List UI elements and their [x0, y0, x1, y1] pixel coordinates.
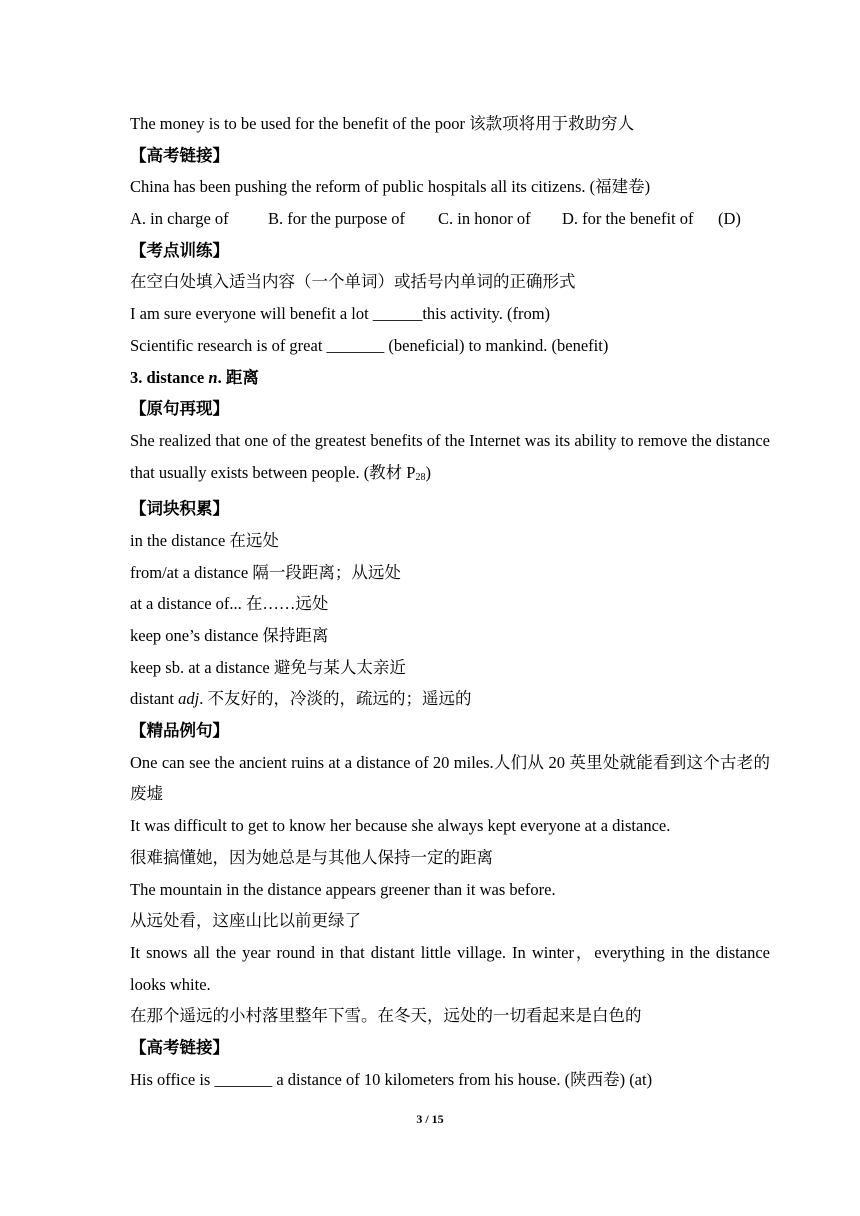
vocab-number: 3. distance — [130, 367, 209, 387]
answer-key: (D) — [718, 209, 741, 229]
option-c: C. in honor of — [438, 209, 531, 229]
section-heading-gaokao-link: 【高考链接】 — [130, 145, 229, 165]
answer-options — [130, 203, 770, 235]
section-heading-examples: 【精品例句】 — [130, 721, 229, 741]
original-sentence-end: ) — [425, 462, 431, 482]
part-of-speech: adj — [178, 689, 200, 709]
example-translation: 在那个遥远的小村落里整年下雪。在冬天，远处的一切看起来是白色的 — [130, 1006, 642, 1026]
exam-question: China has been pushing the reform of public hospitals all its citizens. (福建卷) — [130, 177, 651, 197]
section-heading-original-sentence: 【原句再现】 — [130, 399, 229, 419]
example-sentence: The money is to be used for the benefit of the poor 该款项将用于救助穷人 — [130, 114, 635, 133]
phrase-item: in the distance 在远处 — [130, 530, 279, 550]
section-heading-practice: 【考点训练】 — [130, 240, 229, 260]
practice-item-2: Scientific research is of great _______ (beneficial) to mankind. (benefit) — [130, 335, 609, 355]
page-content — [130, 108, 770, 1095]
example-sentence: It was difficult to get to know her because she always kept everyone at a distance. — [130, 816, 671, 836]
original-sentence-text: She realized that one of the greatest benefits of the Internet was its ability to remove the distance that usually exists between people. (教材 P — [130, 430, 770, 482]
example-sentence: It snows all the year round in that distant little village. In winter，everything in the distance looks white. — [130, 942, 770, 994]
phrase-item — [130, 683, 770, 715]
option-b: B. for the purpose of — [268, 209, 406, 229]
example-sentence: The mountain in the distance appears greener than it was before. — [130, 879, 556, 899]
page-subscript: 28 — [415, 471, 426, 483]
page-number: 3 / 15 — [416, 1112, 444, 1126]
phrase-item: at a distance of... 在……远处 — [130, 594, 329, 614]
part-of-speech: n — [208, 367, 218, 387]
example-translation: 从远处看，这座山比以前更绿了 — [130, 911, 361, 931]
phrase-item: keep one’s distance 保持距离 — [130, 626, 329, 646]
phrase-meaning: . 不友好的，冷淡的，疏远的；遥远的 — [199, 689, 472, 709]
vocab-heading-distance — [130, 362, 770, 394]
phrase-word: distant — [130, 689, 179, 709]
phrase-item: keep sb. at a distance 避免与某人太亲近 — [130, 657, 406, 677]
phrase-item: from/at a distance 隔一段距离；从远处 — [130, 562, 401, 582]
example-translation: 很难搞懂她，因为她总是与其他人保持一定的距离 — [130, 847, 493, 867]
option-d: D. for the benefit of — [562, 209, 694, 229]
option-a: A. in charge of — [130, 209, 229, 229]
example-sentence: One can see the ancient ruins at a distance of 20 miles.人们从 20 英里处就能看到这个古老的废墟 — [130, 752, 770, 804]
exam-question: His office is _______ a distance of 10 kilometers from his house. (陕西卷) (at) — [130, 1069, 653, 1089]
practice-item-1: I am sure everyone will benefit a lot ______this activity. (from) — [130, 304, 551, 324]
section-heading-gaokao-link: 【高考链接】 — [130, 1038, 229, 1058]
section-heading-phrases: 【词块积累】 — [130, 499, 229, 519]
practice-instruction: 在空白处填入适当内容（一个单词）或括号内单词的正确形式 — [130, 272, 576, 292]
original-sentence — [130, 425, 770, 493]
vocab-meaning: . 距离 — [217, 367, 259, 387]
